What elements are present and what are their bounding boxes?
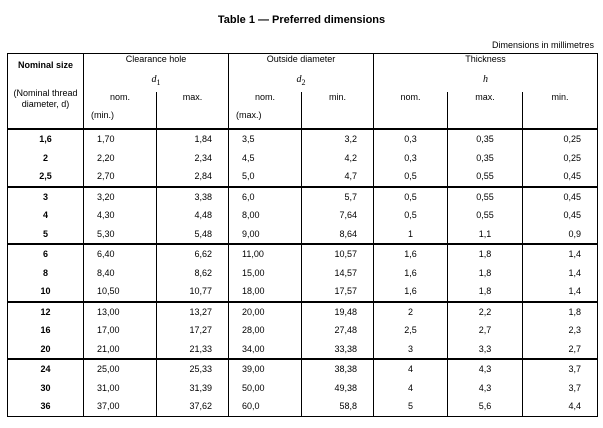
clearance-nom-cell: 25,00 (84, 359, 157, 379)
table-row (8, 302, 598, 322)
outside-nom-cell: 15,00 (242, 267, 265, 278)
thickness-max-cell: 2,2 (448, 302, 523, 322)
thickness-max-cell: 1,8 (448, 244, 523, 264)
clearance-nom-cell: 4,30 (97, 210, 115, 221)
clearance-symbol-letter: d (151, 74, 157, 85)
nominal-size-cell: 10 (8, 282, 84, 302)
thickness-min-cell: 0,25 (523, 129, 598, 149)
thickness-max-cell: 3,3 (448, 340, 523, 360)
thickness-min-cell: 0,9 (523, 225, 598, 245)
clearance-max-cell: 21,33 (157, 340, 229, 360)
table-row (8, 225, 598, 245)
thickness-nom-cell: 1,6 (374, 244, 448, 264)
nominal-size-cell: 2 (8, 149, 84, 168)
outside-nom-cell: 11,00 (229, 244, 302, 264)
thickness-nom-cell: 4 (374, 359, 448, 379)
thickness-max-cell: 0,55 (448, 206, 523, 225)
outside-max-note: (max.) (236, 110, 262, 120)
table-row (8, 187, 598, 207)
thickness-min-cell: 0,45 (523, 187, 598, 207)
dimensions-table (7, 53, 598, 417)
outside-diameter-header: Outside diameter (229, 54, 374, 75)
nominal-size-cell: 3 (8, 187, 84, 207)
nominal-size-cell: 12 (8, 302, 84, 322)
thickness-max-cell: 0,35 (448, 149, 523, 168)
outside-min-cell: 3,2 (302, 129, 374, 149)
outside-min-cell: 49,38 (302, 379, 374, 398)
table-row (8, 149, 598, 168)
clearance-max-cell: 13,27 (157, 302, 229, 322)
outside-nom-cell: 6,0 (229, 187, 302, 207)
thickness-nom-cell: 1 (408, 228, 414, 239)
outside-nom-cell: 50,00 (242, 382, 265, 393)
thickness-max-cell: 0,35 (448, 129, 523, 149)
clearance-nom-cell: 10,50 (97, 286, 120, 297)
clearance-max-header: max. (157, 92, 229, 110)
outside-symbol-sub: 2 (301, 78, 306, 87)
outside-nom-header: nom. (255, 92, 276, 102)
nominal-size-header (8, 54, 84, 130)
nominal-size-cell: 24 (8, 359, 84, 379)
nominal-size-cell: 6 (8, 244, 84, 264)
thickness-nom-cell: 4 (408, 382, 414, 393)
outside-min-cell: 5,7 (302, 187, 374, 207)
nominal-size-cell: 8 (8, 264, 84, 283)
outside-nom-cell: 18,00 (242, 286, 265, 297)
outside-min-cell: 4,2 (302, 149, 374, 168)
clearance-max-cell: 3,38 (157, 187, 229, 207)
thickness-min-cell: 1,4 (523, 244, 598, 264)
clearance-max-cell: 1,84 (157, 129, 229, 149)
outside-min-cell: 58,8 (302, 397, 374, 416)
row-group (8, 359, 598, 416)
nominal-size-cell: 20 (8, 340, 84, 360)
nominal-size-cell: 30 (8, 379, 84, 398)
clearance-max-cell: 6,62 (157, 244, 229, 264)
clearance-nom-cell: 2,70 (97, 171, 115, 182)
units-note: Dimensions in millimetres (491, 40, 594, 50)
clearance-max-cell: 2,84 (157, 167, 229, 187)
outside-min-cell: 10,57 (302, 244, 374, 264)
row-group (8, 302, 598, 360)
clearance-max-cell: 17,27 (157, 321, 229, 340)
thickness-nom-header: nom. (400, 92, 421, 102)
clearance-nom-cell: 13,00 (84, 302, 157, 322)
thickness-nom-cell: 2 (374, 302, 448, 322)
row-group (8, 244, 598, 302)
thickness-max-cell: 0,55 (448, 187, 523, 207)
thickness-max-cell: 1,1 (448, 225, 523, 245)
thickness-min-cell: 2,7 (523, 340, 598, 360)
outside-min-cell: 27,48 (302, 321, 374, 340)
outside-min-cell: 38,38 (302, 359, 374, 379)
clearance-symbol (84, 74, 229, 92)
thickness-nom-cell: 3 (408, 343, 414, 354)
thickness-nom-cell: 0,3 (374, 129, 448, 149)
outside-min-cell: 19,48 (302, 302, 374, 322)
clearance-max-cell: 25,33 (157, 359, 229, 379)
outside-min-cell: 7,64 (302, 206, 374, 225)
thickness-symbol: h (483, 74, 489, 85)
clearance-nom-cell: 3,20 (84, 187, 157, 207)
nominal-size-cell: 5 (8, 225, 84, 245)
outside-nom-cell: 60,0 (242, 401, 260, 412)
thickness-nom-cell: 5 (408, 401, 414, 412)
outside-min-cell: 14,57 (302, 264, 374, 283)
outside-min-cell: 4,7 (302, 167, 374, 187)
clearance-nom-cell: 8,40 (97, 267, 115, 278)
thickness-min-cell: 3,7 (523, 379, 598, 398)
table-row (8, 282, 598, 302)
clearance-max-cell: 37,62 (157, 397, 229, 416)
clearance-max-cell: 8,62 (157, 264, 229, 283)
clearance-nom-cell: 6,40 (84, 244, 157, 264)
thickness-max-cell: 4,3 (448, 359, 523, 379)
outside-symbol-letter: d (296, 74, 302, 85)
clearance-nom-cell: 31,00 (97, 382, 120, 393)
outside-min-cell: 17,57 (302, 282, 374, 302)
clearance-nom-cell: 21,00 (97, 343, 120, 354)
outside-min-cell: 33,38 (302, 340, 374, 360)
thickness-min-cell: 0,45 (523, 167, 598, 187)
thickness-max-cell: 1,8 (448, 282, 523, 302)
thickness-min-cell: 1,4 (523, 282, 598, 302)
thickness-min-cell: 0,45 (523, 206, 598, 225)
table-row (8, 379, 598, 398)
clearance-nom-cell: 17,00 (97, 325, 120, 336)
nominal-size-cell: 36 (8, 397, 84, 416)
table-header (8, 54, 598, 130)
clearance-max-cell: 10,77 (157, 282, 229, 302)
table-row (8, 321, 598, 340)
outside-nom-cell: 28,00 (242, 325, 265, 336)
thickness-nom-cell: 0,5 (374, 187, 448, 207)
table-row (8, 359, 598, 379)
outside-nom-cell: 34,00 (242, 343, 265, 354)
clearance-max-cell: 31,39 (157, 379, 229, 398)
outside-nom-cell: 3,5 (229, 129, 302, 149)
table-row (8, 206, 598, 225)
thickness-min-cell: 1,4 (523, 264, 598, 283)
clearance-min-note: (min.) (91, 110, 114, 120)
outside-nom-cell: 9,00 (242, 228, 260, 239)
thickness-nom-cell: 0,3 (404, 152, 417, 163)
nominal-size-label: Nominal size (17, 60, 73, 70)
outside-nom-cell: 8,00 (242, 210, 260, 221)
nominal-size-cell: 1,6 (8, 129, 84, 149)
thickness-max-cell: 0,55 (448, 167, 523, 187)
thickness-nom-cell: 2,5 (404, 325, 417, 336)
clearance-nom-cell: 5,30 (97, 228, 115, 239)
outside-nom-cell: 4,5 (242, 152, 255, 163)
table-row (8, 264, 598, 283)
clearance-nom-cell: 1,70 (84, 129, 157, 149)
thickness-max-cell: 4,3 (448, 379, 523, 398)
thickness-nom-cell: 0,5 (404, 210, 417, 221)
thickness-min-cell: 2,3 (523, 321, 598, 340)
thickness-min-cell: 4,4 (523, 397, 598, 416)
outside-min-header: min. (302, 92, 374, 110)
thickness-min-cell: 1,8 (523, 302, 598, 322)
thickness-max-cell: 2,7 (448, 321, 523, 340)
thickness-nom-cell: 1,6 (404, 286, 417, 297)
table-row (8, 129, 598, 149)
clearance-nom-cell: 37,00 (97, 401, 120, 412)
clearance-max-cell: 2,34 (157, 149, 229, 168)
table-row (8, 340, 598, 360)
thickness-min-cell: 3,7 (523, 359, 598, 379)
thickness-min-header: min. (523, 92, 598, 110)
table-row (8, 167, 598, 187)
thickness-header: Thickness (465, 54, 506, 64)
clearance-hole-header: Clearance hole (84, 54, 229, 75)
outside-nom-cell: 20,00 (229, 302, 302, 322)
thickness-nom-cell: 0,5 (404, 171, 417, 182)
clearance-max-cell: 5,48 (157, 225, 229, 245)
outside-symbol (229, 74, 374, 92)
thickness-min-cell: 0,25 (523, 149, 598, 168)
outside-min-cell: 8,64 (302, 225, 374, 245)
clearance-symbol-sub: 1 (156, 78, 161, 87)
outside-nom-cell: 39,00 (229, 359, 302, 379)
nominal-size-cell: 4 (8, 206, 84, 225)
table-row (8, 397, 598, 416)
outside-nom-cell: 5,0 (242, 171, 255, 182)
nominal-size-cell: 2,5 (8, 167, 84, 187)
nominal-size-sublabel: (Nominal thread diameter, d) (13, 88, 78, 109)
clearance-nom-cell: 2,20 (97, 152, 115, 163)
thickness-max-header: max. (448, 92, 523, 110)
thickness-nom-cell: 1,6 (404, 267, 417, 278)
table-title: Table 1 — Preferred dimensions (217, 14, 386, 26)
nominal-size-cell: 16 (8, 321, 84, 340)
thickness-max-cell: 5,6 (448, 397, 523, 416)
row-group (8, 187, 598, 245)
table-row (8, 244, 598, 264)
row-group (8, 129, 598, 187)
clearance-nom-header: nom. (109, 92, 130, 102)
thickness-max-cell: 1,8 (448, 264, 523, 283)
clearance-max-cell: 4,48 (157, 206, 229, 225)
